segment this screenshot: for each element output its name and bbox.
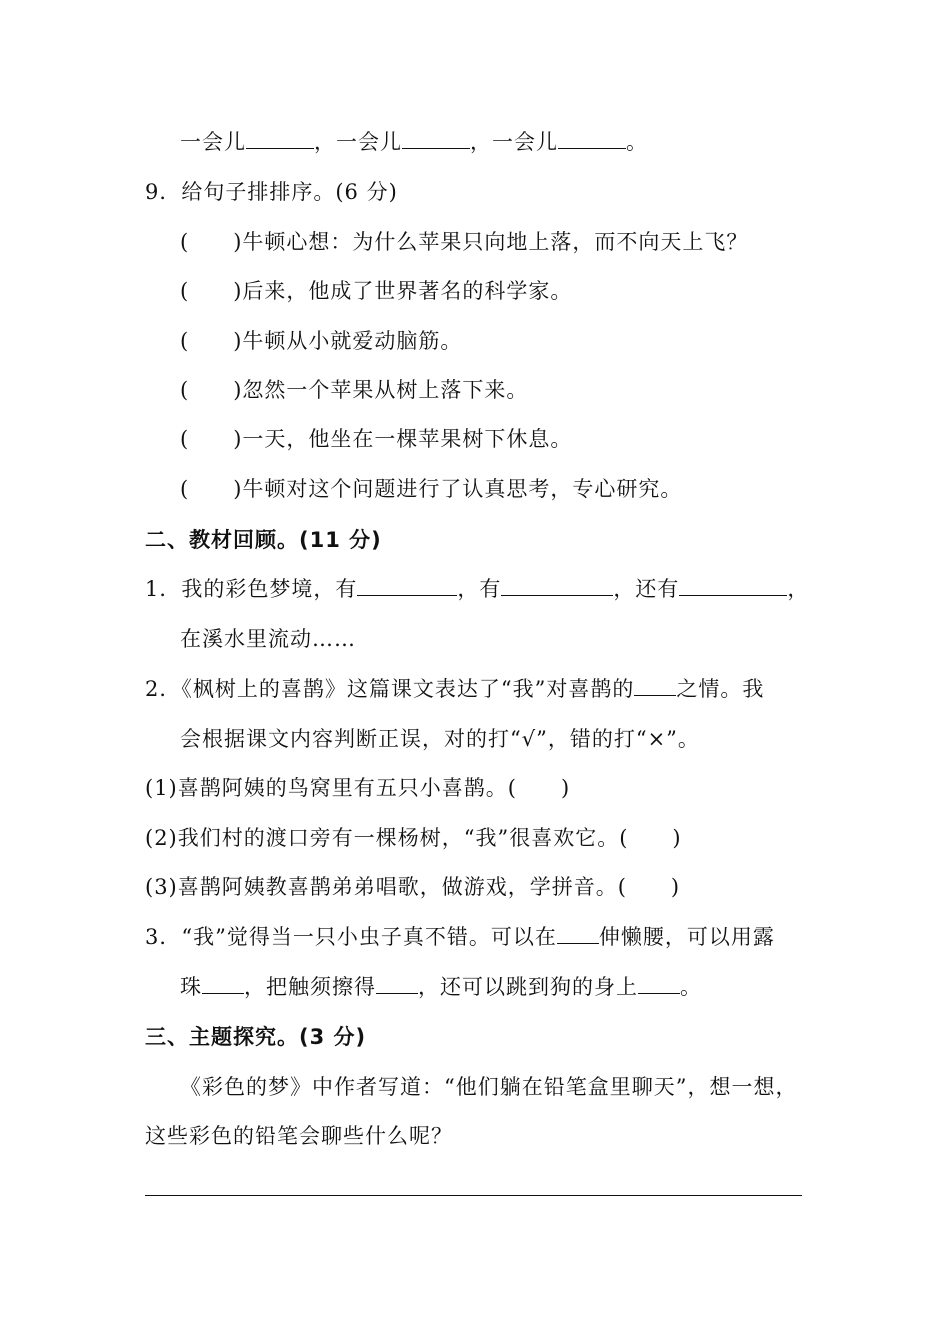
question-9-title: 9．给句子排排序。(6 分) [145, 180, 398, 204]
order-sentence-1[interactable]: ( )牛顿心想：为什么苹果只向地上落，而不向天上飞？ [180, 230, 749, 254]
question-2-1-continued: 在溪水里流动…… [180, 627, 356, 651]
order-sentence-4[interactable]: ( )忽然一个苹果从树上落下来。 [180, 378, 529, 402]
order-sentence-6[interactable]: ( )牛顿对这个问题进行了认真思考，专心研究。 [180, 477, 683, 501]
judge-item-2[interactable]: (2)我们村的渡口旁有一棵杨树，“我”很喜欢它。( ) [145, 826, 682, 850]
blank-dream-3[interactable] [679, 575, 787, 596]
question-2-2-continued: 会根据课文内容判断正误，对的打“√”，错的打“×”。 [180, 727, 700, 751]
question-2-3-continued: 珠 ，把触须擦得 ，还可以跳到狗的身上 。 [180, 975, 702, 999]
blank-dog[interactable] [638, 973, 680, 994]
blank-dream-1[interactable] [357, 575, 457, 596]
judge-item-3[interactable]: (3)喜鹊阿姨教喜鹊弟弟唱歌，做游戏，学拼音。( ) [145, 875, 681, 899]
question-2-1: 1．我的彩色梦境，有 ，有 ，还有 ， [145, 577, 810, 601]
judge-item-1[interactable]: (1)喜鹊阿姨的鸟窝里有五只小喜鹊。( ) [145, 776, 571, 800]
section-2-heading: 二、教材回顾。(11 分) [145, 528, 382, 552]
blank-antenna[interactable] [376, 973, 418, 994]
blank-2[interactable] [402, 128, 470, 149]
fill-line-yihuier: 一会儿 ，一会儿 ，一会儿 。 [180, 130, 648, 154]
question-2-2: 2．《枫树上的喜鹊》这篇课文表达了“我”对喜鹊的 之情。我 [145, 677, 765, 701]
blank-3[interactable] [558, 128, 626, 149]
theme-prompt-line-2: 这些彩色的铅笔会聊些什么呢？ [145, 1124, 453, 1148]
order-sentence-3[interactable]: ( )牛顿从小就爱动脑筋。 [180, 329, 463, 353]
order-sentence-2[interactable]: ( )后来，他成了世界著名的科学家。 [180, 279, 573, 303]
blank-dew[interactable] [202, 973, 244, 994]
blank-1[interactable] [246, 128, 314, 149]
blank-stretch[interactable] [557, 923, 599, 944]
question-2-3: 3．“我”觉得当一只小虫子真不错。可以在 伸懒腰，可以用露 [145, 925, 775, 949]
theme-prompt-line-1: 《彩色的梦》中作者写道：“他们躺在铅笔盒里聊天”，想一想， [180, 1075, 798, 1099]
section-3-heading: 三、主题探究。(3 分) [145, 1025, 367, 1049]
blank-feeling[interactable] [634, 675, 676, 696]
order-sentence-5[interactable]: ( )一天，他坐在一棵苹果树下休息。 [180, 427, 573, 451]
blank-dream-2[interactable] [501, 575, 613, 596]
answer-writing-line[interactable] [145, 1195, 802, 1196]
